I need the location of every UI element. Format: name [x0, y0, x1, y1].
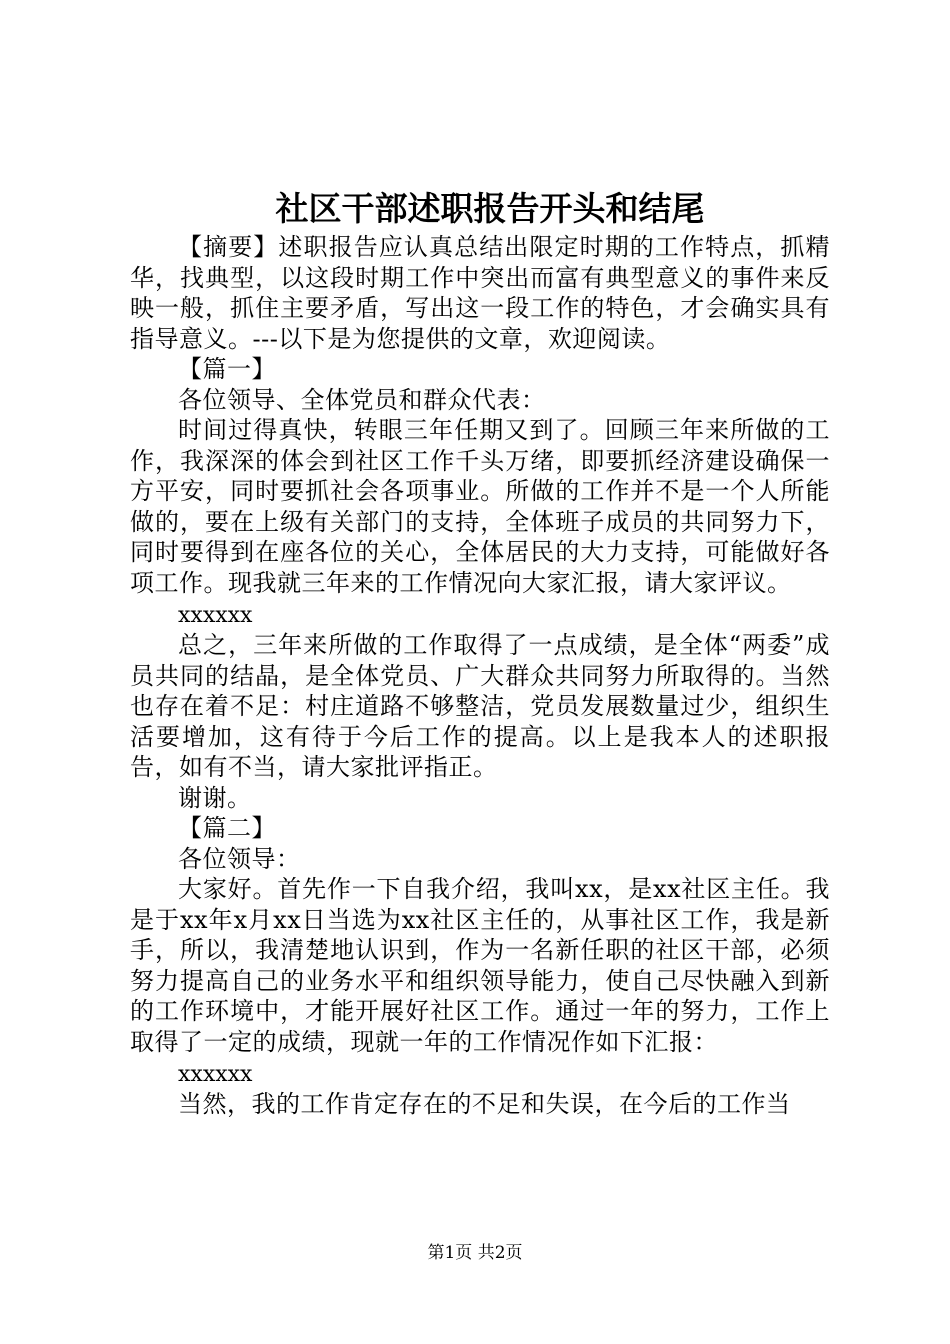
document-page — [130, 186, 830, 1120]
section-heading-part-one: 【篇一】 — [178, 355, 276, 383]
body-paragraph: 当然，我的工作肯定存在的不足和失误，在今后的工作当 — [178, 1090, 791, 1118]
body-paragraph: 时间过得真快，转眼三年任期又到了。回顾三年来所做的工作，我深深的体会到社区工作千头万绪，即要抓经济建设确保一方平安，同时要抓社会各项事业。所做的工作并不是一个人所能做的，要在上级有关部门的支持，全体班子成员的共同努力下，同时要得到在座各位的关心，全体居民的大力支持，可能做好各项工作。现我就三年来的工作情况向大家汇报，请大家评议。 — [130, 416, 830, 597]
abstract-paragraph: 【摘要】述职报告应认真总结出限定时期的工作特点，抓精华，找典型，以这段时期工作中突出而富有典型意义的事件来反映一般，抓住主要矛盾，写出这一段工作的特色，才会确实具有指导意义。---以下是为您提供的文章，欢迎阅读。 — [130, 233, 830, 353]
document-title: 社区干部述职报告开头和结尾 — [275, 189, 705, 228]
placeholder-text: xxxxxx — [178, 1062, 253, 1087]
body-paragraph: 总之，三年来所做的工作取得了一点成绩，是全体“两委”成员共同的结晶，是全体党员、广大群众共同努力所取得的。当然也存在着不足：村庄道路不够整洁，党员发展数量过少，组织生活要增加，这有待于今后工作的提高。以上是我本人的述职报告，如有不当，请大家批评指正。 — [130, 631, 830, 781]
body-paragraph: 大家好。首先作一下自我介绍，我叫xx，是xx社区主任。我是于xx年x月xx日当选为xx社区主任的，从事社区工作，我是新手，所以，我清楚地认识到，作为一名新任职的社区干部，必须努力提高自己的业务水平和组织领导能力，使自己尽快融入到新的工作环境中，才能开展好社区工作。通过一年的努力，工作上取得了一定的成绩，现就一年的工作情况作如下汇报： — [130, 875, 830, 1056]
salutation-one: 各位领导、全体党员和群众代表： — [178, 385, 546, 414]
placeholder-text: xxxxxx — [178, 603, 253, 628]
section-heading-part-two: 【篇二】 — [178, 814, 276, 842]
salutation-two: 各位领导： — [178, 844, 301, 873]
closing-thanks: 谢谢。 — [178, 783, 252, 812]
page-footer: 第1页 共2页 — [427, 1243, 523, 1263]
